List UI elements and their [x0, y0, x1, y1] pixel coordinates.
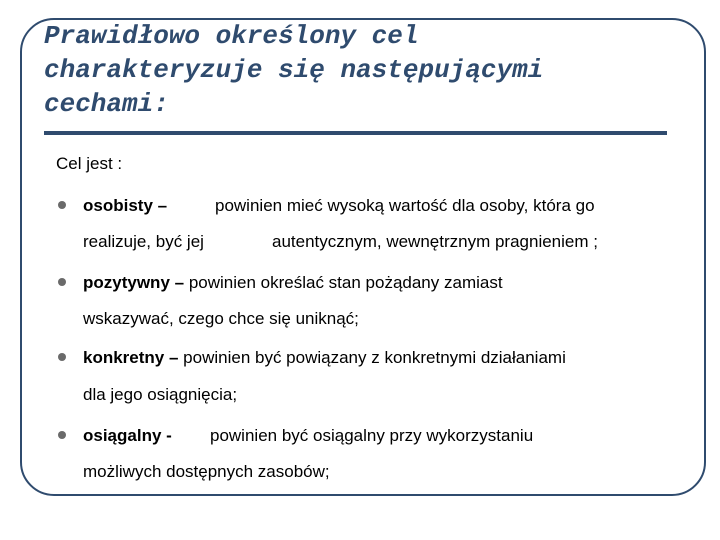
item-text: powinien być powiązany z konkretnymi działaniami: [183, 348, 566, 367]
title-line: charakteryzuje się następującymi: [44, 55, 544, 85]
item-text: możliwych dostępnych zasobów;: [83, 462, 330, 481]
title-line: cechami:: [44, 89, 169, 119]
item-text: dla jego osiągnięcia;: [83, 385, 238, 404]
list-item: [83, 426, 172, 446]
bullet-icon: [58, 278, 66, 286]
item-term: osiągalny -: [83, 426, 172, 445]
item-term: pozytywny –: [83, 273, 185, 292]
title-divider: [44, 131, 667, 135]
bullet-icon: [58, 201, 66, 209]
item-text: autentycznym, wewnętrznym pragnieniem ;: [272, 232, 598, 251]
item-text: powinien mieć wysoką wartość dla osoby, która go: [215, 196, 595, 215]
title-line: Prawidłowo określony cel: [44, 21, 419, 51]
slide-title: [44, 19, 664, 121]
item-text: wskazywać, czego chce się uniknąć;: [83, 309, 359, 328]
list-item: [83, 273, 503, 293]
intro-text: Cel jest :: [56, 154, 123, 173]
item-term: konkretny –: [83, 348, 179, 367]
list-item: [83, 348, 566, 368]
item-text: powinien być osiągalny przy wykorzystaniu: [210, 426, 534, 445]
item-term: osobisty –: [83, 196, 168, 215]
bullet-icon: [58, 431, 66, 439]
item-text: powinien określać stan pożądany zamiast: [188, 273, 503, 292]
bullet-icon: [58, 353, 66, 361]
item-text: realizuje, być jej: [83, 232, 204, 251]
list-item: [83, 196, 167, 216]
